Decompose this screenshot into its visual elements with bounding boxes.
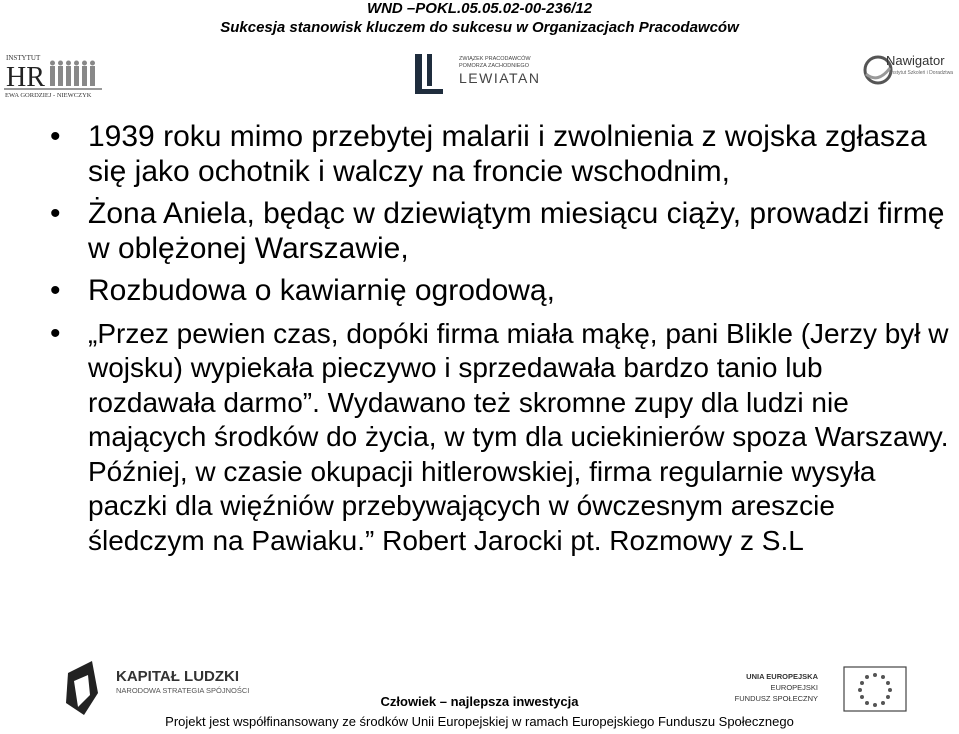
hr-logo-letters: HR <box>6 62 45 93</box>
lewiatan-logo <box>413 50 553 98</box>
instytut-hr-logo <box>4 52 102 98</box>
nawigator-sub: Instytut Szkoleń i Doradztwa <box>890 70 954 76</box>
slide-content <box>50 120 950 566</box>
lewiatan-small-text-1: ZWIĄZEK PRACODAWCÓW <box>459 56 531 62</box>
lewiatan-small-text-2: POMORZA ZACHODNIEGO <box>459 63 529 69</box>
project-code-header: WND –POKL.05.05.02-00-236/12 <box>366 0 593 17</box>
bullet-item: • Żona Aniela, będąc w dziewiątym miesiącu ciąży, prowadzi firmę w oblężonej Warszawie, <box>50 197 950 266</box>
lewiatan-name: LEWIATAN <box>459 70 541 86</box>
nawigator-name: Nawigator <box>886 53 945 68</box>
lewiatan-mark-icon <box>415 54 422 94</box>
hr-logo-bottom-text: EWA GORDZIEJ - NIEWCZYK <box>5 92 92 99</box>
eu-line-1: UNIA EUROPEJSKA <box>746 672 818 681</box>
bullet-item: • 1939 roku mimo przebytej malarii i zwolnienia z wojska zgłasza się jako ochotnik i walczy na froncie wschodnim, <box>50 120 950 189</box>
kapital-ludzki-sub: NARODOWA STRATEGIA SPÓJNOŚCI <box>116 686 250 695</box>
hr-people-icon <box>50 61 95 87</box>
eu-line-3: FUNDUSZ SPOŁECZNY <box>734 694 818 703</box>
project-title-header: Sukcesja stanowisk kluczem do sukcesu w Organizacjach Pracodawców <box>220 19 739 36</box>
eu-line-2: EUROPEJSKI <box>770 683 818 692</box>
bullet-item: • Rozbudowa o kawiarnię ogrodową, <box>50 274 950 309</box>
nawigator-logo <box>862 48 958 92</box>
footer-funding-note: Projekt jest współfinansowany ze środków Unii Europejskiej w ramach Europejskiego Funduszu Społecznego <box>165 714 794 729</box>
hr-logo-top-text: INSTYTUT <box>6 54 41 62</box>
bullet-item: • „Przez pewien czas, dopóki firma miała mąkę, pani Blikle (Jerzy był w wojsku) wypiekała pieczywo i sprzedawała bardzo tanio lub rozdawała darmo”. Wydawano też skromne zupy dla ludzi nie mających środków do życia, w tym dla uciekinierów spoza Warszawy. Później, w czasie okupacji hitlerowskiej, firma regularnie wysyła paczki dla więźniów przebywających w ówczesnym areszcie śledczym na Pawiaku.” Robert Jarocki pt. Rozmowy z S.L <box>50 317 950 559</box>
kapital-ludzki-title: KAPITAŁ LUDZKI <box>116 668 240 685</box>
kapital-ludzki-logo <box>62 653 262 723</box>
footer-slogan: Człowiek – najlepsza inwestycja <box>380 694 579 709</box>
